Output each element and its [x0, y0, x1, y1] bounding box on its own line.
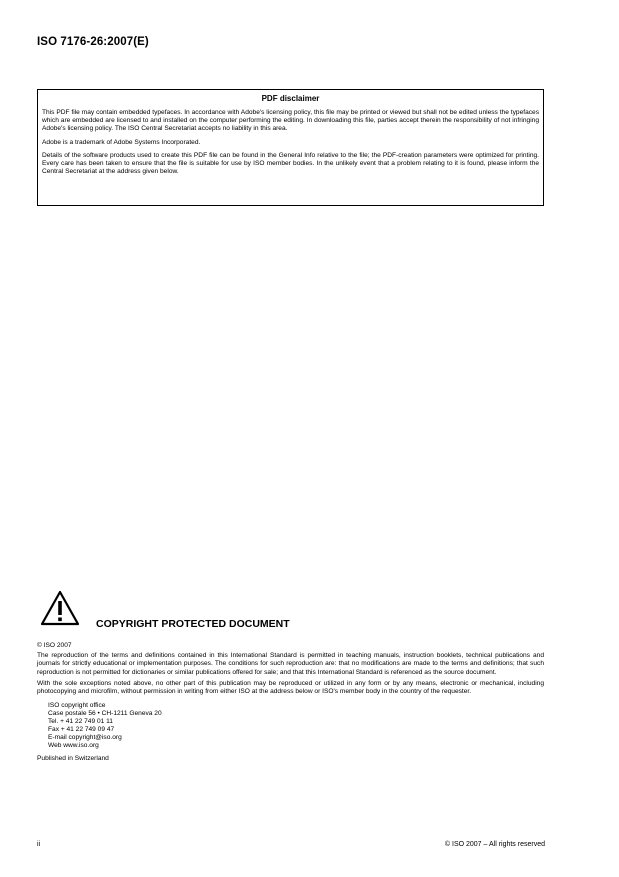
address-line: Web www.iso.org [48, 742, 99, 750]
address-line: Tel. + 41 22 749 01 11 [48, 718, 113, 726]
address-block [48, 702, 544, 750]
disclaimer-paragraph: Adobe is a trademark of Adobe Systems Incorporated. [42, 138, 201, 146]
copyright-paragraph: The reproduction of the terms and definitions contained in this International Standard is permitted in teaching manuals, instruction booklets, technical publications and journals for strictly educational or implementation purposes. The conditions for such reproduction are: that no modifications are made to the terms and definitions; that such reproduction is not permitted for dictionaries or similar publications offered for sale; and that this International Standard is referenced as the source document. [37, 652, 544, 676]
copyright-symbol-line: © ISO 2007 [37, 642, 72, 649]
warning-icon [40, 590, 80, 626]
published-in: Published in Switzerland [37, 755, 109, 763]
address-line: ISO copyright office [48, 702, 106, 710]
footer-rights: © ISO 2007 – All rights reserved [444, 841, 545, 848]
pdf-disclaimer-box [37, 89, 544, 206]
page-number: ii [37, 841, 41, 848]
copyright-section [37, 642, 544, 766]
disclaimer-paragraph: Details of the software products used to create this PDF file can be found in the General Info relative to the file; the PDF-creation parameters were optimized for printing. Every care has been taken to ensure that the file is suitable for use by ISO member bodies. In the unlikely event that a problem relating to it is found, please inform the Central Secretariat at the address given below. [42, 151, 539, 176]
address-line: Fax + 41 22 749 09 47 [48, 726, 115, 734]
address-line: Case postale 56 • CH-1211 Geneva 20 [48, 710, 162, 718]
disclaimer-title: PDF disclaimer [261, 94, 320, 103]
disclaimer-paragraph: This PDF file may contain embedded typefaces. In accordance with Adobe's licensing policy, this file may be printed or viewed but shall not be edited unless the typefaces which are embedded are licensed to and installed on the computer performing the editing. In downloading this file, parties accept therein the responsibility of not infringing Adobe's licensing policy. The ISO Central Secretariat accepts no liability in this area. [42, 109, 539, 133]
address-line: E-mail copyright@iso.org [48, 734, 122, 742]
copyright-paragraph: With the sole exceptions noted above, no other part of this publication may be reproduced or utilized in any form or by any means, electronic or mechanical, including photocopying and microfilm, without permission in writing from either ISO at the address below or ISO's member body in the country of the requester. [37, 679, 544, 696]
copyright-heading: COPYRIGHT PROTECTED DOCUMENT [96, 618, 290, 630]
document-id: ISO 7176-26:2007(E) [37, 36, 149, 48]
